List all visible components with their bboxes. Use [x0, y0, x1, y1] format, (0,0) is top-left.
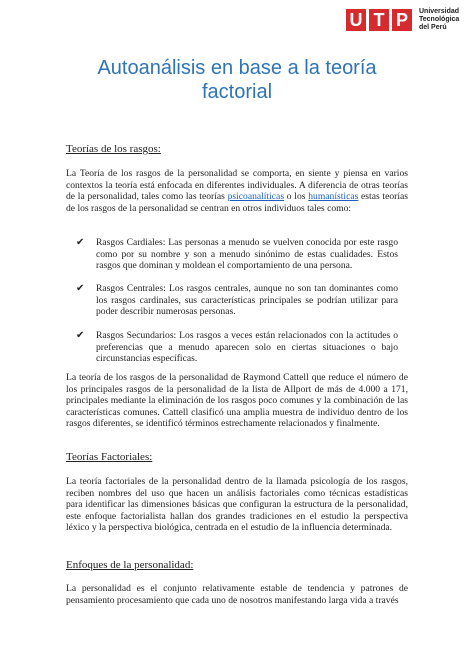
link-psicoanaliticas[interactable]: psicoanalíticas [227, 191, 285, 202]
checkmark-icon: ✔ [76, 330, 85, 341]
checkmark-icon: ✔ [76, 237, 85, 248]
list-item: ✔ Rasgos Centrales: Los rasgos centrales, aunque no son tan dominantes como los rasgos cardinales, sus características principales se podrían utilizar para poder describir numerosas personas. [76, 283, 398, 317]
logo-letter-u: U [346, 9, 366, 31]
checkmark-icon: ✔ [76, 283, 85, 294]
link-humanisticas[interactable]: humanísticas [308, 191, 359, 202]
document-title: Autoanálisis en base a la teoría factorial [97, 57, 377, 103]
logo-university-name: Universidad Tecnológica del Perú [419, 8, 460, 31]
section-rasgos-closing-paragraph: La teoría de los rasgos de la personalidad de Raymond Cattell que reduce el número de los principales rasgos de la personalidad de la lista de Allport de más de 4.000 a 171, principales mediante la eliminación de los rasgos poco comunes y la combinación de las características comunes. Cattell clasificó una amplia muestra de individuo dentro de los rasgos diferentes, se identificó términos estrechamente relacionados y finalmente. [66, 372, 408, 429]
utp-logo [346, 8, 459, 32]
section-enfoques-paragraph: La personalidad es el conjunto relativamente estable de tendencia y patrones de pensamiento procesamiento que cada uno de nosotros manifestando larga vida a través [66, 583, 408, 606]
logo-letter-t: T [369, 9, 389, 31]
list-item: ✔ Rasgos Secundarios: Los rasgos a veces están relacionados con la actitudes o preferencias que a menudo aparecen solo en ciertas situaciones o bajo circunstancias específicas. [76, 330, 398, 364]
section-rasgos-paragraph: La Teoría de los rasgos de la personalidad se comporta, en siente y piensa en varios contextos la teoría está enfocada en diferentes individuales. A diferencia de otras teorías de la personalidad, tales como las teorías psicoanalíticas o los humanísticas estas teorías de los rasgos de la personalidad se centran en otros individuos tales como: [66, 168, 408, 214]
list-item: ✔ Rasgos Cardiales: Las personas a menudo se vuelven conocida por este rasgo como por su nombre y son a menudo sinónimo de estas cualidades. Estos rasgos que dominan y moldean el comportamiento de una persona. [76, 237, 398, 271]
section-factoriales-paragraph: La teoría factoriales de la personalidad dentro de la llamada psicología de los rasgos, reciben nombres del uso que hacen un análisis factoriales como técnicas estadísticas para identificar las dimensiones básicas que configuran la estructura de la personalidad, este enfoque factorialista hallan dos grandes tradiciones en el estudio la perspectiva léxico y la perspectiva biológica, centrada en el estudio de la influencia determinada. [66, 476, 408, 533]
section-enfoques-heading: Enfoques de la personalidad: [66, 559, 194, 571]
section-rasgos-heading: Teorías de los rasgos: [66, 143, 161, 155]
logo-letter-p: P [392, 9, 412, 31]
section-factoriales-heading: Teorías Factoriales: [66, 451, 153, 463]
